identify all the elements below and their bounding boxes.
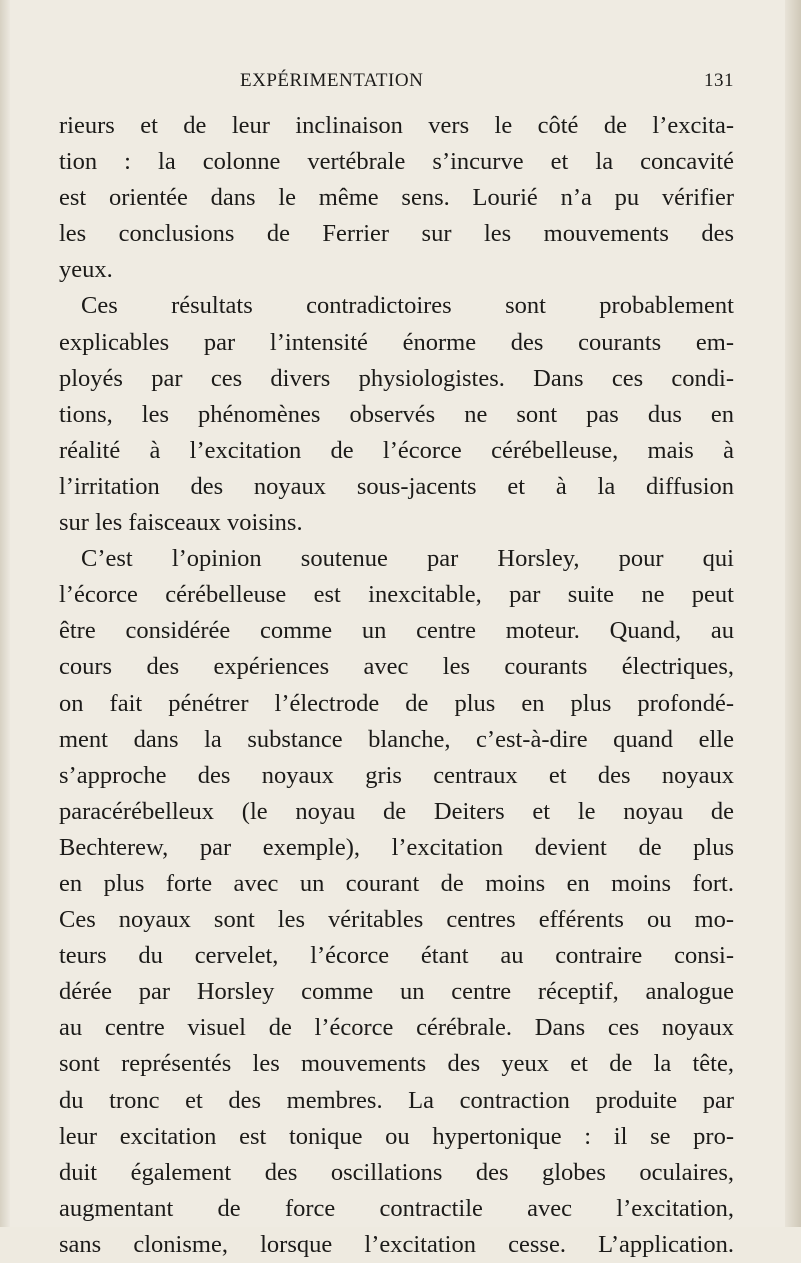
text-line: Bechterew, par exemple), l’excitation devient de plus: [59, 833, 734, 861]
text-line: C’est l’opinion soutenue par Horsley, pour qui: [81, 545, 734, 573]
text-line: cours des expériences avec les courants électriques,: [59, 653, 734, 681]
text-line: sont représentés les mouvements des yeux et de la tête,: [59, 1050, 734, 1078]
page-left-edge: [0, 0, 10, 1227]
text-line: dérée par Horsley comme un centre réceptif, analogue: [59, 978, 734, 1006]
text-line: au centre visuel de l’écorce cérébrale. Dans ces noyaux: [59, 1014, 734, 1042]
text-line: explicables par l’intensité énorme des courants em-: [59, 328, 734, 356]
running-title: EXPÉRIMENTATION: [240, 70, 424, 91]
page-header: [240, 70, 734, 96]
text-line: être considérée comme un centre moteur. Quand, au: [59, 617, 734, 645]
page-right-edge: [785, 0, 801, 1227]
text-line: augmentant de force contractile avec l’excitation,: [59, 1194, 734, 1222]
text-line: réalité à l’excitation de l’écorce cérébelleuse, mais à: [59, 436, 734, 464]
text-line: teurs du cervelet, l’écorce étant au contraire consi-: [59, 942, 734, 970]
text-line: yeux.: [59, 256, 113, 284]
text-line: duit également des oscillations des globes oculaires,: [59, 1158, 734, 1186]
text-line: paracérébelleux (le noyau de Deiters et le noyau de: [59, 797, 734, 825]
text-line: Ces résultats contradictoires sont probablement: [81, 292, 734, 320]
page-number: 131: [704, 70, 734, 91]
text-line: l’écorce cérébelleuse est inexcitable, par suite ne peut: [59, 581, 734, 609]
text-line: tion : la colonne vertébrale s’incurve et la concavité: [59, 148, 734, 176]
text-line: tions, les phénomènes observés ne sont pas dus en: [59, 400, 734, 428]
text-line: leur excitation est tonique ou hypertonique : il se pro-: [59, 1122, 734, 1150]
text-line: du tronc et des membres. La contraction produite par: [59, 1086, 734, 1114]
text-line: rieurs et de leur inclinaison vers le côté de l’excita-: [59, 112, 734, 139]
text-line: les conclusions de Ferrier sur les mouvements des: [59, 220, 734, 248]
text-line: l’irritation des noyaux sous-jacents et à la diffusion: [59, 472, 734, 500]
text-line: ment dans la substance blanche, c’est-à-dire quand elle: [59, 725, 734, 753]
text-line: sans clonisme, lorsque l’excitation cesse. L’application.: [59, 1230, 734, 1258]
text-line: s’approche des noyaux gris centraux et des noyaux: [59, 761, 734, 789]
text-line: on fait pénétrer l’électrode de plus en plus profondé-: [59, 689, 734, 717]
text-line: Ces noyaux sont les véritables centres efférents ou mo-: [59, 906, 734, 934]
text-line: ployés par ces divers physiologistes. Dans ces condi-: [59, 364, 734, 392]
text-line: en plus forte avec un courant de moins en moins fort.: [59, 869, 734, 897]
text-line: est orientée dans le même sens. Lourié n’a pu vérifier: [59, 184, 734, 212]
text-line: sur les faisceaux voisins.: [59, 509, 303, 537]
body-text: [59, 108, 734, 1263]
